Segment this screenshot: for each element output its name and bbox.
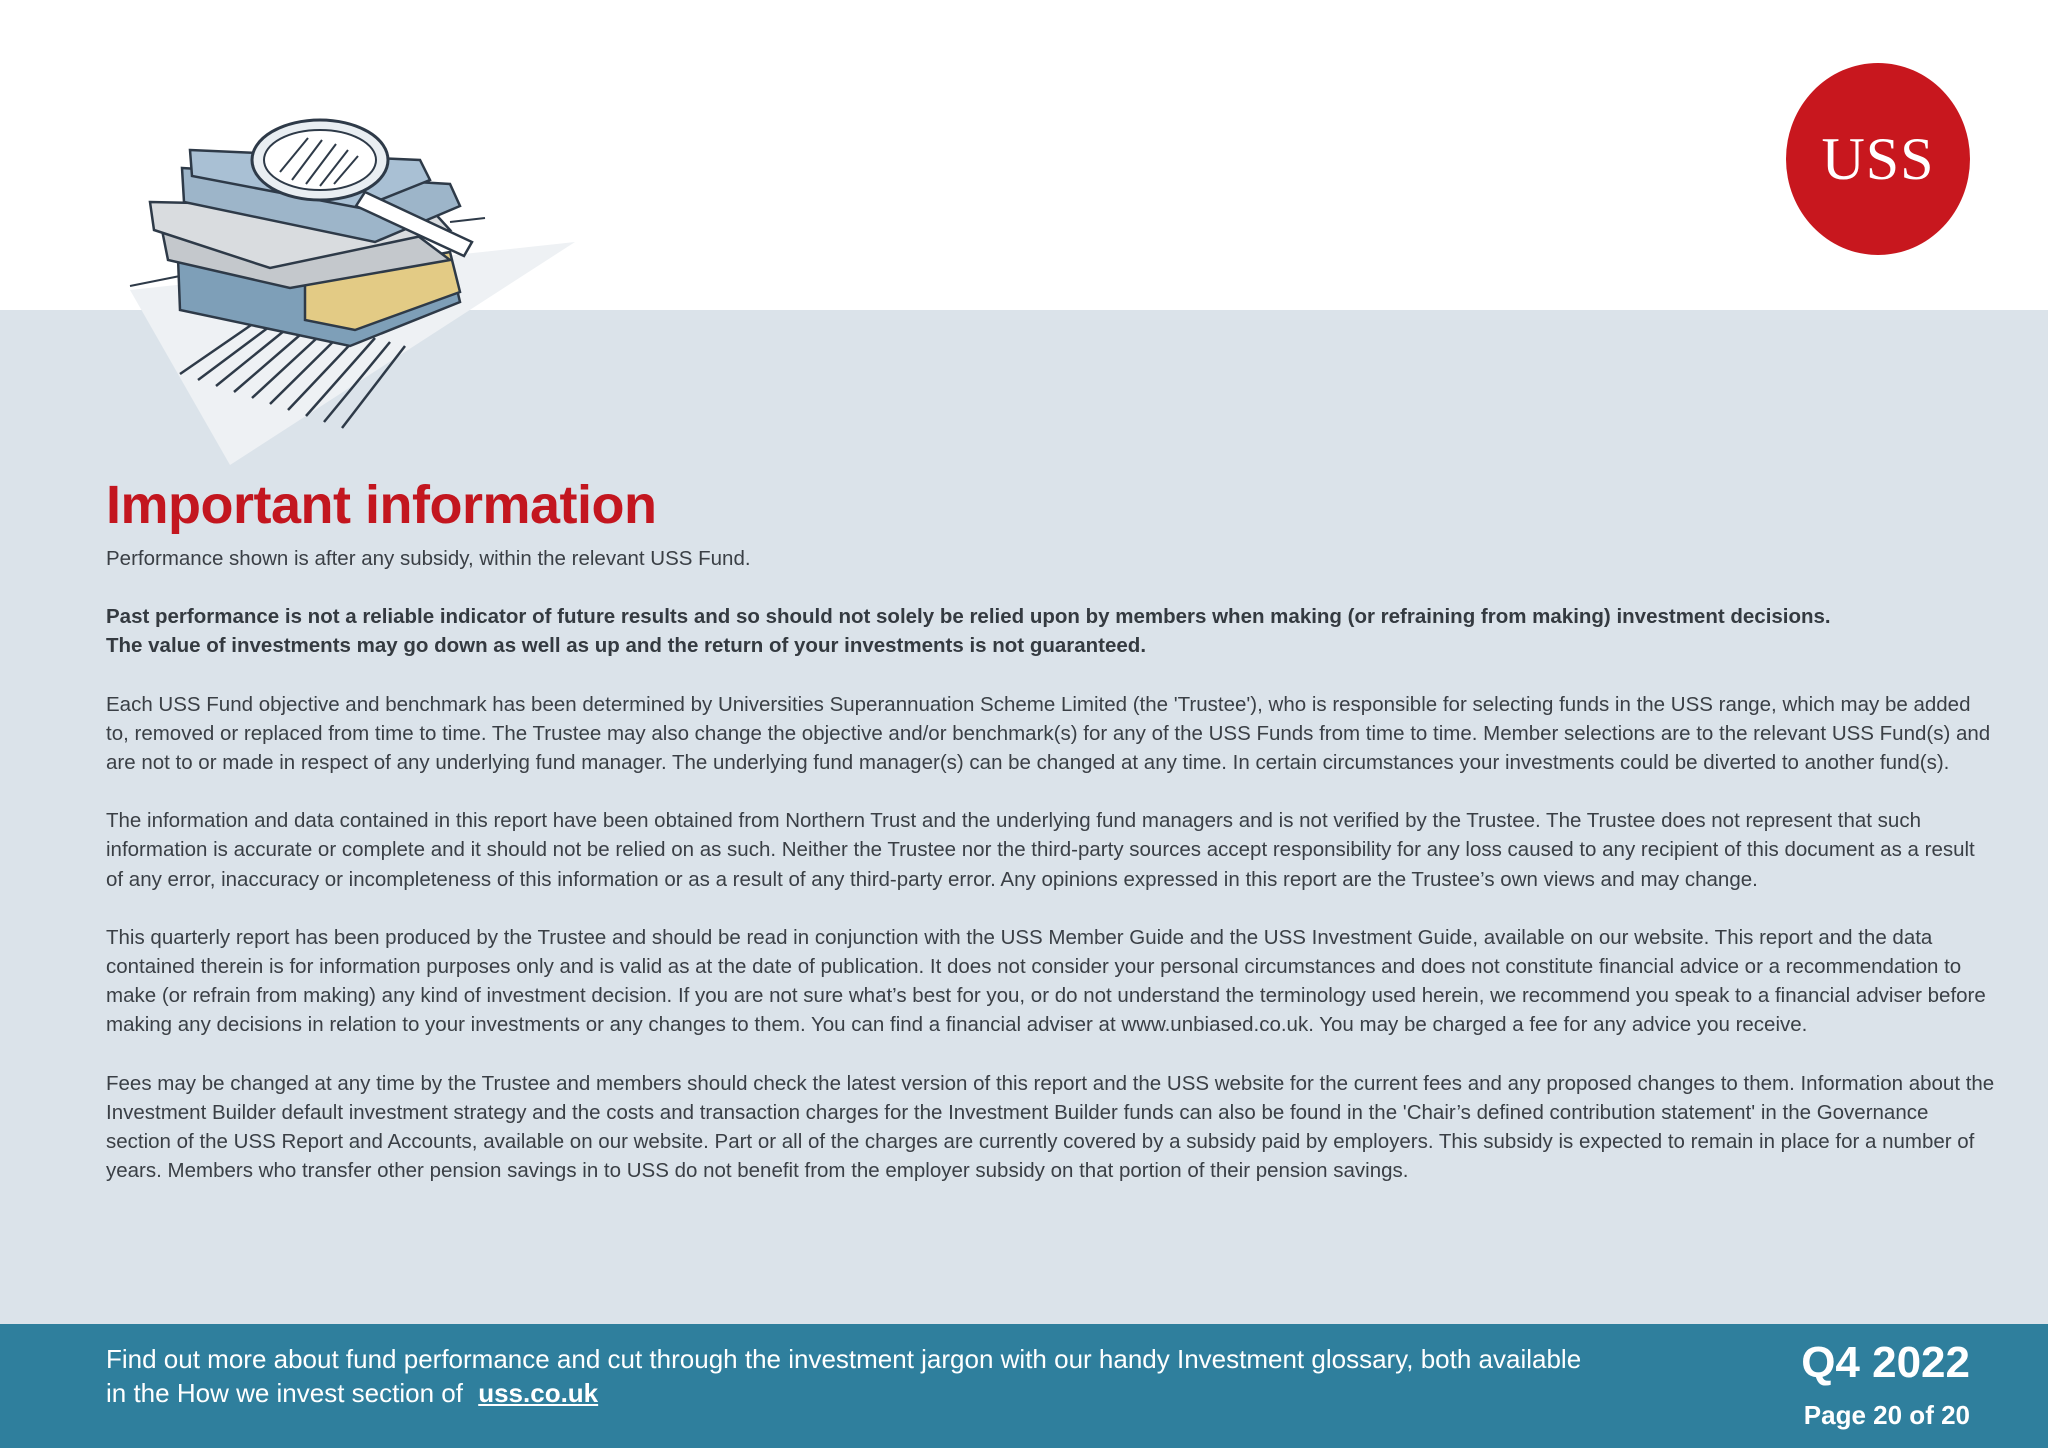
books-with-magnifying-glass-icon	[120, 110, 590, 470]
footer-bar	[0, 1324, 2048, 1448]
quarterly-report-paragraph: This quarterly report has been produced by the Trustee and should be read in conjunction with the USS Member Guide and the USS Investment Guide, available on our website. This report and the data contained therein is for information purposes only and is valid as at the date of publication. It does not consider your personal circumstances and does not constitute financial advice or a recommendation to make (or refrain from making) any kind of investment decision. If you are not sure what’s best for you, or do not understand the terminology used herein, we recommend you speak to a financial adviser before making any decisions in relation to your investments or any changes to them. You can find a financial adviser at www.unbiased.co.uk. You may be charged a fee for any advice you receive.	[106, 925, 1986, 1037]
page-title: Important information	[106, 475, 657, 535]
warning-line-2: The value of investments may go down as well as up and the return of your investments is not guaranteed.	[106, 634, 1147, 658]
warning-line-1: Past performance is not a reliable indicator of future results and so should not solely be relied upon by members when making (or refraining from making) investment decisions.	[106, 605, 1831, 629]
report-quarter: Q4 2022	[1801, 1338, 1970, 1387]
uss-logo	[1786, 63, 1970, 255]
data-source-paragraph: The information and data contained in this report have been obtained from Northern Trust and the underlying fund managers and is not verified by the Trustee. The Trustee does not represent that such information is accurate or complete and it should not be relied on as such. Neither the Trustee nor the third-party sources accept responsibility for any loss caused to any recipient of this document as a result of any error, inaccuracy or incompleteness of this information or as a result of any third-party error. Any opinions expressed in this report are the Trustee’s own views and may change.	[106, 809, 1975, 891]
important-information-section	[106, 470, 1996, 1185]
logo-text: USS	[1821, 125, 1935, 192]
uss-website-link[interactable]: uss.co.uk	[478, 1378, 599, 1408]
intro-paragraph: Performance shown is after any subsidy, within the relevant USS Fund.	[106, 547, 751, 570]
footer-message	[106, 1342, 1606, 1410]
objective-paragraph: Each USS Fund objective and benchmark has been determined by Universities Superannuation Scheme Limited (the 'Trustee'), who is responsible for selecting funds in the USS range, which may be added to, removed or replaced from time to time. The Trustee may also change the objective and/or benchmark(s) for any of the USS Funds from time to time. Member selections are to the relevant USS Fund(s) and are not to or made in respect of any underlying fund manager. The underlying fund manager(s) can be changed at any time. In certain circumstances your investments could be diverted to another fund(s).	[106, 692, 1991, 775]
page-number: Page 20 of 20	[1803, 1400, 1970, 1430]
footer-text: Find out more about fund performance and cut through the investment jargon with our handy Investment glossary, both available in the How we invest section of	[106, 1344, 1582, 1408]
fees-paragraph: Fees may be changed at any time by the Trustee and members should check the latest version of this report and the USS website for the current fees and any proposed changes to them. Information about the Investment Builder default investment strategy and the costs and transaction charges for the Investment Builder funds can also be found in the 'Chair’s defined contribution statement' in the Governance section of the USS Report and Accounts, available on our website. Part or all of the charges are currently covered by a subsidy paid by employers. This subsidy is expected to remain in place for a number of years. Members who transfer other pension savings in to USS do not benefit from the employer subsidy on that portion of their pension savings.	[106, 1071, 1995, 1183]
